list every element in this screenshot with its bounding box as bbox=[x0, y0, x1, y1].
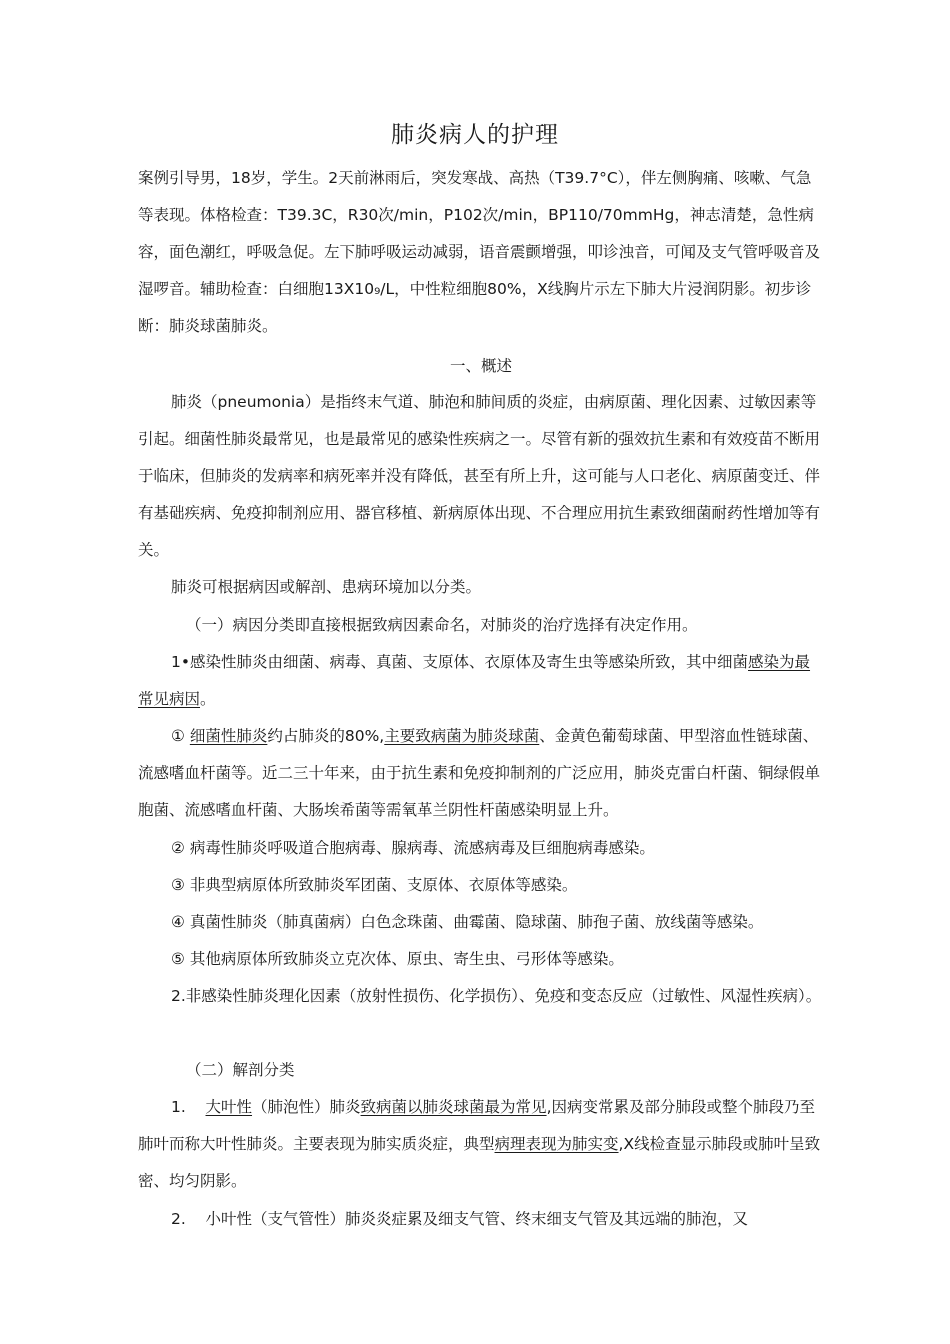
list-item: ⑤ 其他病原体所致肺炎立克次体、原虫、寄生虫、弓形体等感染。 bbox=[171, 950, 624, 968]
infectious-lead: 1•感染性肺炎由细菌、病毒、真菌、支原体、衣原体及寄生虫等感染所致，其中细菌 bbox=[171, 653, 749, 671]
lobar-pathogen: 致病菌以肺炎球菌最为常见 bbox=[360, 1098, 547, 1116]
page-title: 肺炎病人的护理 bbox=[391, 122, 559, 148]
bacterial-pathogen: 主要致病菌为肺炎球菌 bbox=[384, 727, 540, 745]
anatomy-heading: （二）解剖分类 bbox=[186, 1061, 295, 1079]
lobar-text3: ,X线检查显示肺段或肺叶呈致密、均匀阴影。 bbox=[138, 1135, 821, 1190]
bacterial-text1: 约占肺炎的80%, bbox=[267, 727, 385, 745]
lobular-paragraph bbox=[138, 1201, 824, 1238]
lobar-term: 大叶性 bbox=[205, 1098, 253, 1116]
overview-paragraph: 肺炎（pneumonia）是指终末气道、肺泡和肺间质的炎症，由病原菌、理化因素、过敏因素等引起。细菌性肺炎最常见，也是最常见的感染性疾病之一。尽管有新的强效抗生素和有效疫苗不断用于临床，但肺炎的发病率和病死率并没有降低，甚至有所上升，这可能与人口老化、病原菌变迁、伴有基础疾病、免疫抑制剂应用、器官移植、新病原体出现、不合理应用抗生素致细菌耐药性增加等有关。 bbox=[138, 393, 821, 559]
bacterial-num: ① bbox=[171, 727, 185, 745]
bacterial-paragraph bbox=[138, 718, 824, 829]
bacterial-text2: 、金黄色葡萄球菌、甲型溶血性链球菌、流感嗜血杆菌等。近二三十年来，由于抗生素和免疫抑制剂的广泛应用，肺炎克雷白杆菌、铜绿假单胞菌、流感嗜血杆菌、大肠埃希菌等需氧革兰阴性杆菌感染明显上升。 bbox=[138, 727, 821, 819]
classification-intro: 肺炎可根据病因或解剖、患病环境加以分类。 bbox=[171, 578, 482, 596]
noninfectious-paragraph: 2.非感染性肺炎理化因素（放射性损伤、化学损伤）、免疫和变态反应（过敏性、风湿性疾病）。 bbox=[171, 987, 822, 1005]
lobular-num: 2. bbox=[171, 1210, 186, 1228]
list-item: ② 病毒性肺炎呼吸道合胞病毒、腺病毒、流感病毒及巨细胞病毒感染。 bbox=[171, 839, 655, 857]
lobar-text1: （肺泡性）肺炎 bbox=[252, 1098, 361, 1116]
infectious-tail: 。 bbox=[200, 690, 216, 708]
lobar-paragraph bbox=[138, 1089, 824, 1200]
lobar-pathology: 病理表现为肺实变 bbox=[494, 1135, 619, 1153]
lobar-text2: ,因病变常累及部分肺段或整个肺段乃至肺叶而称大叶性肺炎。主要表现为肺实质炎症，典型 bbox=[138, 1098, 815, 1153]
infectious-paragraph bbox=[138, 644, 824, 718]
infectious-underline: 感染为最常见病因 bbox=[138, 653, 811, 708]
section-heading-overview: 一、概述 bbox=[449, 357, 512, 375]
bacterial-term: 细菌性肺炎 bbox=[189, 727, 268, 745]
lobular-text: 小叶性（支气管性）肺炎炎症累及细支气管、终末细支气管及其远端的肺泡，又 bbox=[205, 1210, 749, 1228]
lobar-num: 1. bbox=[171, 1098, 186, 1116]
case-paragraph: 案例引导男，18岁，学生。2天前淋雨后，突发寒战、高热（T39.7°C），伴左侧胸痛、咳嗽、气急等表现。体格检查：T39.3C，R30次/min，P102次/min，BP110/70mmHg，神志清楚，急性病容，面色潮红，呼吸急促。左下肺呼吸运动减弱，语音震颤增强，叩诊浊音，可闻及支气管呼吸音及湿啰音。辅助检查：白细胞13X10₉/L，中性粒细胞80%，X线胸片示左下肺大片浸润阴影。初步诊断：肺炎球菌肺炎。 bbox=[138, 169, 821, 335]
etiology-heading: （一）病因分类即直接根据致病因素命名，对肺炎的治疗选择有决定作用。 bbox=[186, 616, 698, 634]
list-item: ④ 真菌性肺炎（肺真菌病）白色念珠菌、曲霉菌、隐球菌、肺孢子菌、放线菌等感染。 bbox=[171, 913, 764, 931]
list-item: ③ 非典型病原体所致肺炎军团菌、支原体、衣原体等感染。 bbox=[171, 876, 578, 894]
